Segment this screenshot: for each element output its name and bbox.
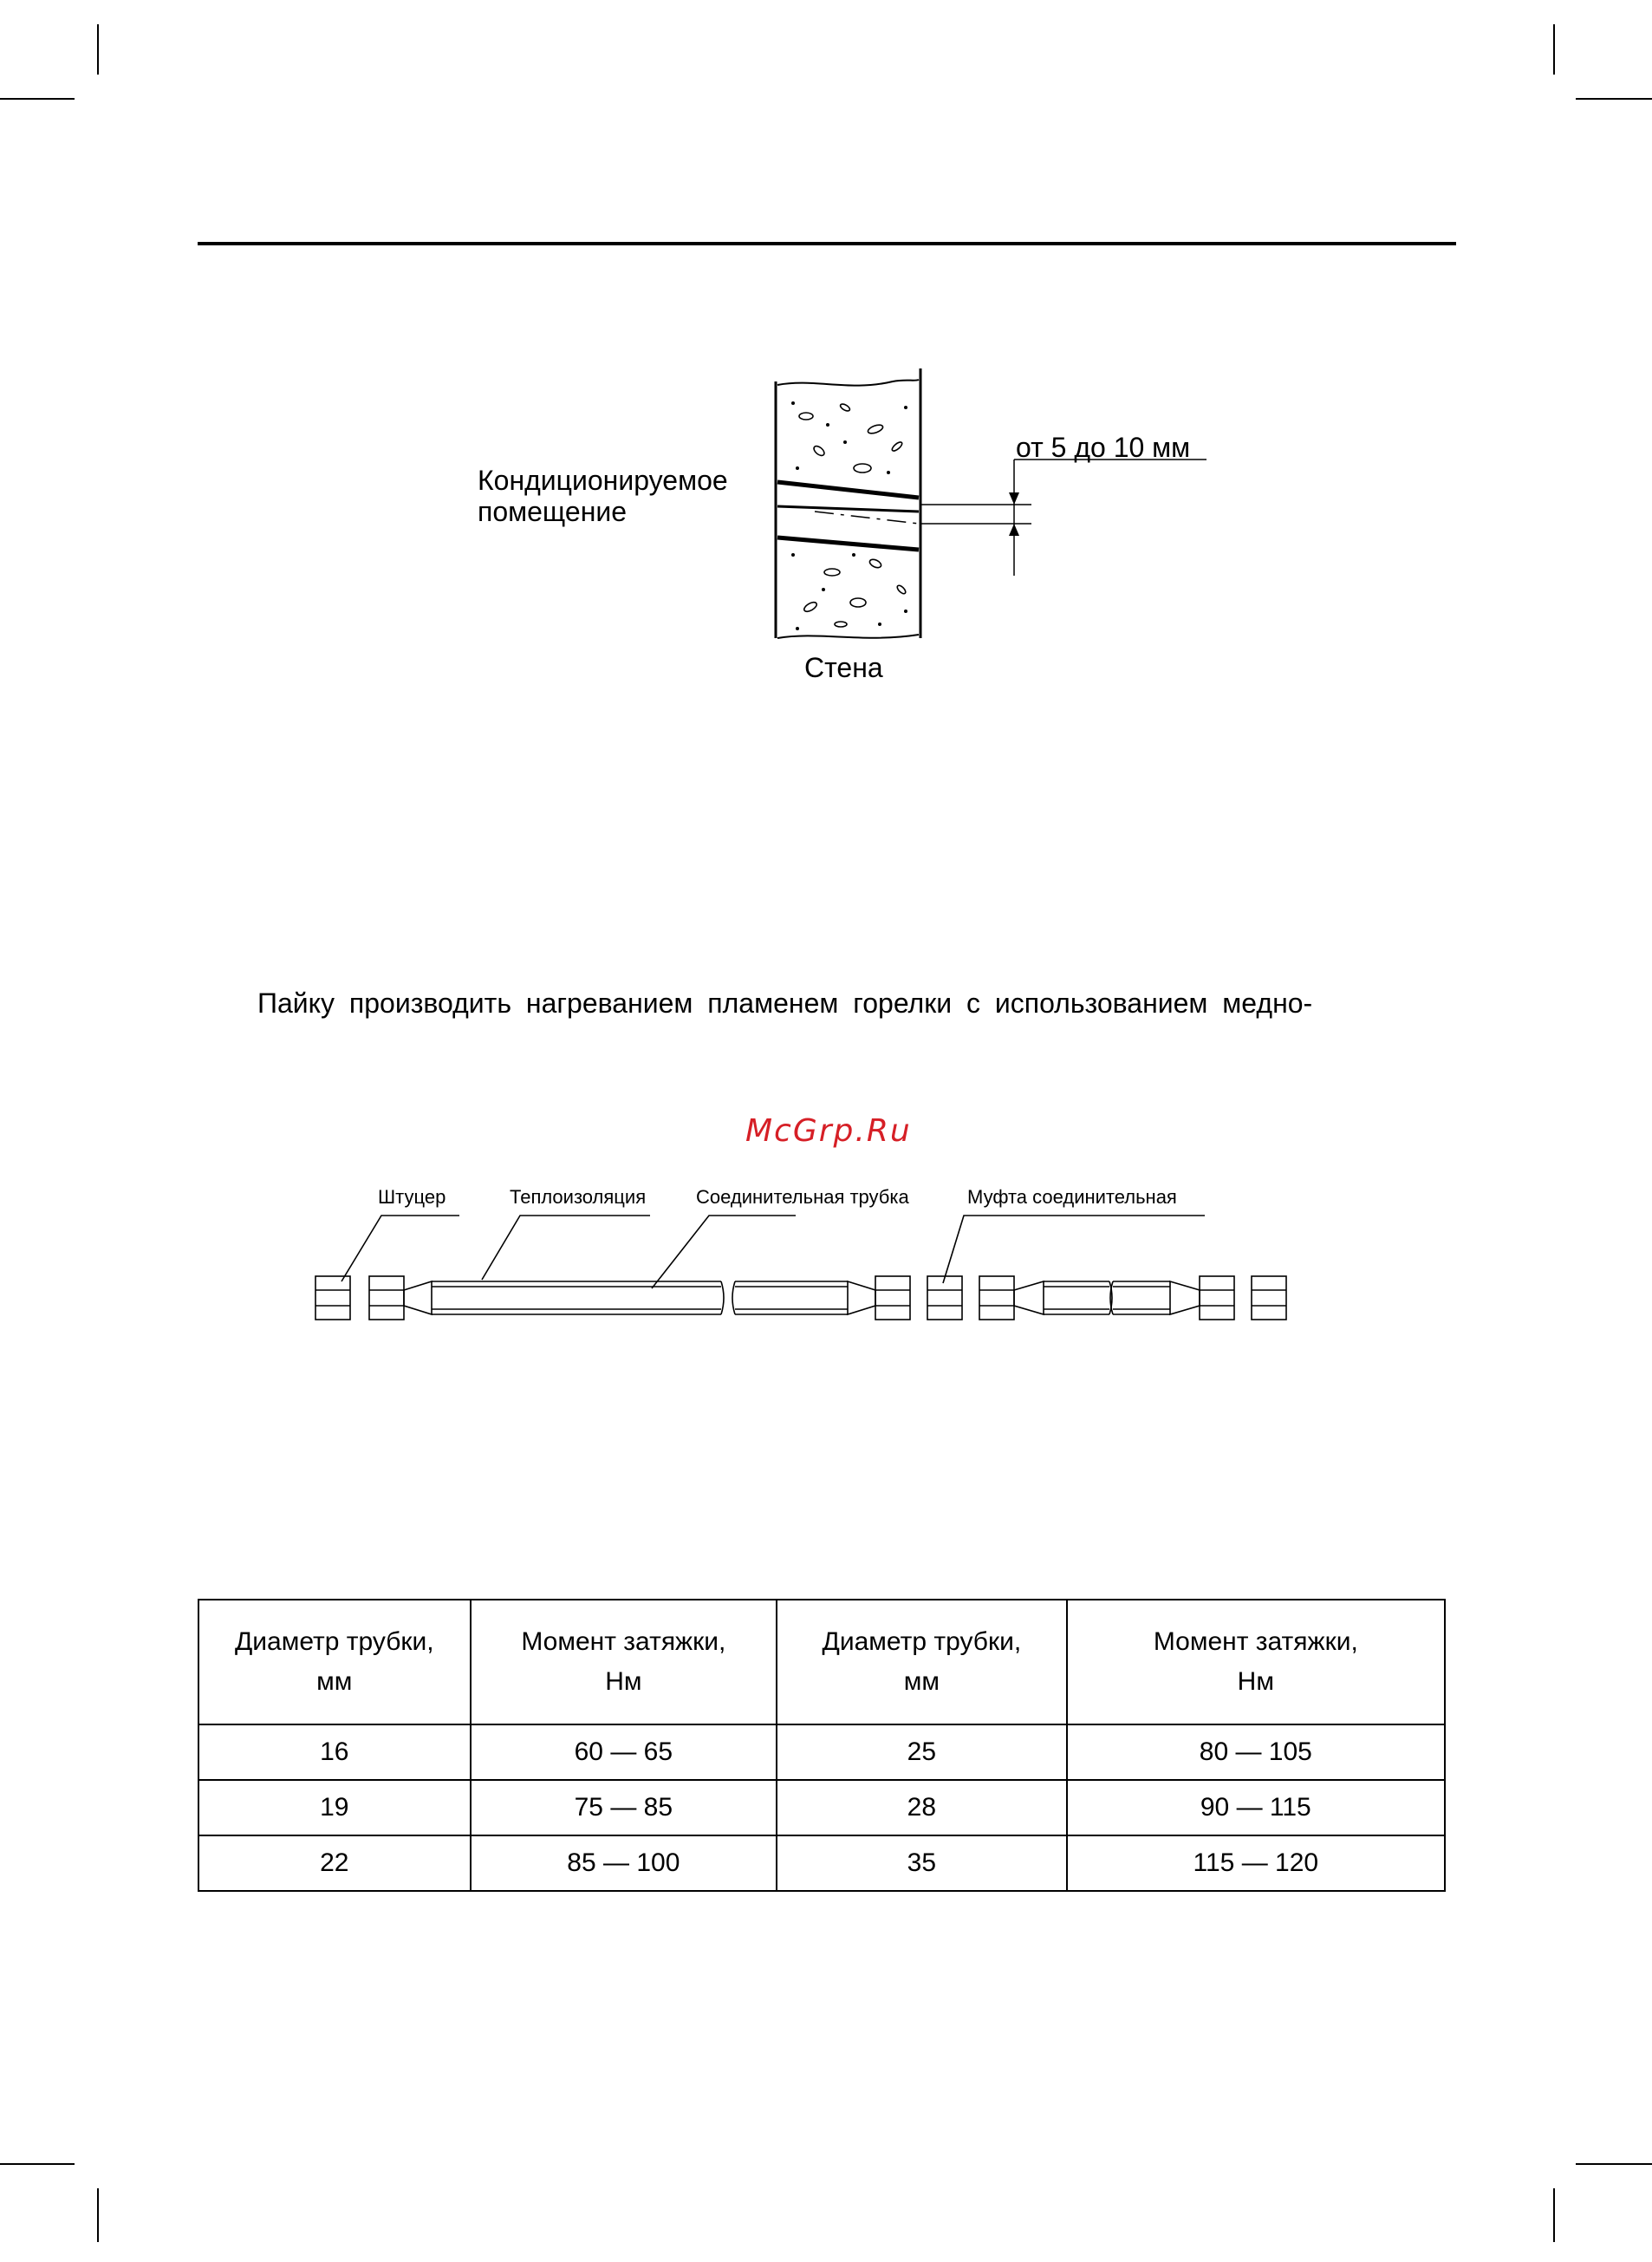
- table-cell: 75 — 85: [471, 1780, 777, 1835]
- header-torque-2: Момент затяжки, Нм: [1067, 1600, 1445, 1724]
- table-row: [198, 1835, 1445, 1891]
- crop-mark-bottom-left-vertical: [97, 2188, 99, 2242]
- table-header-row: [198, 1600, 1445, 1724]
- table-cell: 35: [777, 1835, 1067, 1891]
- wall-drawing: [0, 0, 1652, 694]
- table-cell: 19: [198, 1780, 471, 1835]
- crop-mark-bottom-right-vertical: [1553, 2188, 1555, 2242]
- wall-label: Стена: [804, 652, 883, 683]
- table-cell: 80 — 105: [1067, 1724, 1445, 1780]
- table-row: [198, 1724, 1445, 1780]
- table-cell: 85 — 100: [471, 1835, 777, 1891]
- label-coupling: Муфта соединительная: [967, 1186, 1177, 1208]
- table-cell: 115 — 120: [1067, 1835, 1445, 1891]
- table-cell: 25: [777, 1724, 1067, 1780]
- label-connecting-pipe: Соединительная трубка: [696, 1186, 909, 1208]
- pipe-drawing: [0, 1196, 1652, 1370]
- table-cell: 90 — 115: [1067, 1780, 1445, 1835]
- instruction-paragraph: Пайку производить нагреванием пламенем горелки с использованием медно-: [257, 988, 1313, 1019]
- label-fitting: Штуцер: [378, 1186, 446, 1208]
- watermark: McGrp.Ru: [745, 1113, 912, 1149]
- header-pipe-diameter-1: Диаметр трубки, мм: [198, 1600, 471, 1724]
- torque-table: [198, 1599, 1446, 1892]
- room-label-line2: помещение: [478, 496, 628, 527]
- header-pipe-diameter-2: Диаметр трубки, мм: [777, 1600, 1067, 1724]
- table-cell: 16: [198, 1724, 471, 1780]
- header-torque-1: Момент затяжки, Нм: [471, 1600, 777, 1724]
- room-label-line1: Кондиционируемое: [478, 465, 728, 496]
- crop-mark-bottom-right-horizontal: [1576, 2163, 1652, 2165]
- table-cell: 28: [777, 1780, 1067, 1835]
- table-cell: 22: [198, 1835, 471, 1891]
- gap-dimension-label: от 5 до 10 мм: [1016, 432, 1191, 463]
- label-insulation: Теплоизоляция: [510, 1186, 647, 1208]
- table-cell: 60 — 65: [471, 1724, 777, 1780]
- crop-mark-bottom-left-horizontal: [0, 2163, 75, 2165]
- table-row: [198, 1780, 1445, 1835]
